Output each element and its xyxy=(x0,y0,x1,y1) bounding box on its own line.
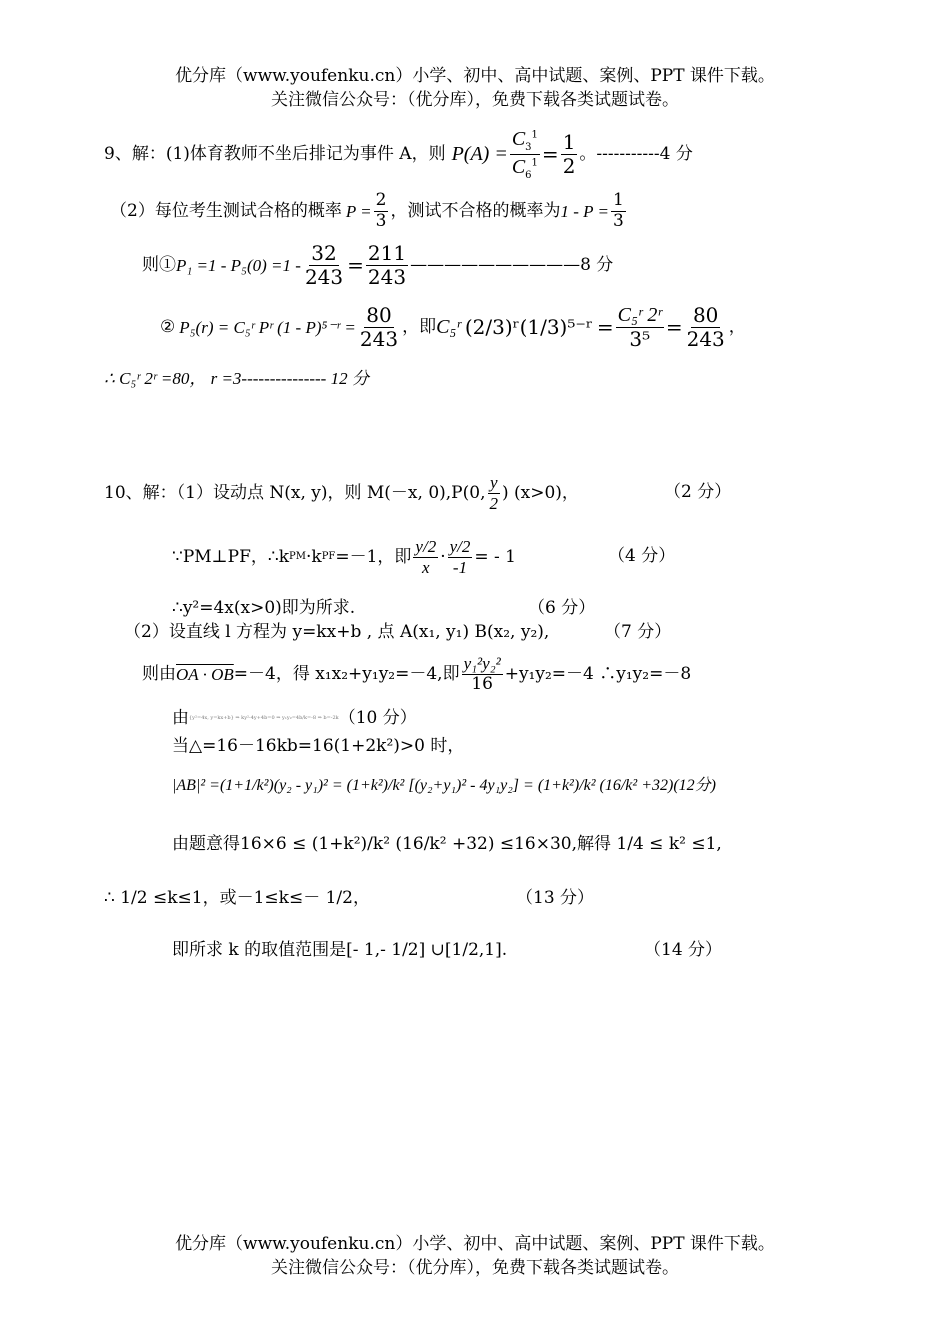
q10-l6-lead: 由 xyxy=(172,708,189,728)
q10-l2-pf: PF xyxy=(321,551,336,562)
header-line-1: 优分库（www.youfenku.cn）小学、初中、高中试题、案例、PPT 课件下载。 xyxy=(175,66,775,86)
q10-l2-pm: PM xyxy=(289,551,306,562)
q9-l2-p: P = xyxy=(345,201,372,221)
q10-l2-dot: ·k xyxy=(305,546,322,567)
q9-l3-eq: = xyxy=(347,253,364,277)
q9-l4-expr: P₅(r) = C₅ʳ Pʳ (1 - P)⁵⁻ʳ = xyxy=(179,317,356,337)
q9-line-1 xyxy=(104,128,693,180)
q10-l1-text: 10、解：（1）设动点 N(x, y)，则 M(－x, 0),P(0, xyxy=(104,482,486,503)
q10-line-10: ∴ 1/2 ≤k≤1，或－1≤k≤－ 1/2， xyxy=(104,888,370,908)
q9-l4-eq1: = xyxy=(596,315,614,339)
q10-l2-eq: = - 1 xyxy=(474,546,517,567)
q9-l4-mid: ，即 xyxy=(402,316,437,337)
q10-fraction-y-over-2: y 2 xyxy=(489,472,498,513)
q10-l6-score: （10 分） xyxy=(338,708,417,728)
q9-fraction-half: $\frac{1}{2}$ xyxy=(562,129,576,178)
q10-l3-score: （6 分） xyxy=(528,598,596,618)
q9-fraction-32-243: $\frac{32}{243}$ xyxy=(304,240,344,289)
q9-fraction-c52r-35: $\frac{\text{C₅ʳ 2ʳ}}{\text{3⁵}}$ xyxy=(617,303,662,351)
header-line-2: 关注微信公众号：（优分库），免费下载各类试题试卷。 xyxy=(271,90,679,110)
q10-line-5 xyxy=(142,650,691,698)
q10-line-8: |AB|² =(1+1/k²)(y₂ - y₁)² = (1+k²)/k² [(y₂+y₁)² - 4y₁y₂] = (1+k²)/k² (16/k² +32)(12分) xyxy=(172,777,716,794)
q9-l4-eq2: = xyxy=(665,315,683,339)
q9-fraction-one-third: $\frac{1}{3}$ xyxy=(612,189,624,231)
q10-l5-vectors: OA · OB xyxy=(176,664,234,684)
q10-fraction-slope-pf: $\frac{y/2}{-1}$ xyxy=(449,536,471,577)
q9-l3-lead: 则① xyxy=(142,254,176,275)
q9-l1-tail: 。-----------4 分 xyxy=(579,143,693,164)
q9-line-3 xyxy=(142,242,613,288)
q9-l3-tail: ——————————8 分 xyxy=(410,254,614,275)
q10-line-6 xyxy=(172,710,417,727)
q10-line-7: 当△=16－16kb=16(1+2k²)>0 时， xyxy=(172,736,465,756)
footer-line-1: 优分库（www.youfenku.cn）小学、初中、高中试题、案例、PPT 课件下载。 xyxy=(175,1234,775,1254)
q9-l1-pa: P(A) = xyxy=(451,143,508,165)
q10-fraction-y1y2-16: y₁²y₂² 16 xyxy=(463,653,501,694)
q9-line-2 xyxy=(110,188,628,234)
q9-l1-eq: = xyxy=(541,142,559,166)
q10-line-1 xyxy=(104,470,579,516)
q10-l2-score: （4 分） xyxy=(608,546,676,566)
q9-fraction-80-243-b: $\frac{80}{243}$ xyxy=(686,302,725,351)
q10-l2-tail: =－1，即 xyxy=(335,546,412,567)
q9-line-4 xyxy=(160,300,746,354)
q10-line-9: 由题意得16×6 ≤ (1+k²)/k² (16/k² +32) ≤16×30,解得 1/4 ≤ k² ≤1, xyxy=(172,834,722,854)
q10-l5-mid: =－4，得 x₁x₂+y₁y₂=－4,即 xyxy=(233,663,460,684)
q10-line-11: 即所求 k 的取值范围是[- 1,- 1/2] ∪[1/2,1]. xyxy=(172,940,508,960)
q10-l6-tiny-formula: {y²=4x, y=kx+b} ⇒ ky²-4y+4b=0 ⇒ y₁y₂=4b/k=-8 ⇒ b=-2k xyxy=(189,715,339,721)
q9-l4-powers: (2/3)ʳ(1/3)⁵⁻ʳ xyxy=(464,315,593,339)
q10-l5-tail: +y₁y₂=－4 ∴y₁y₂=－8 xyxy=(504,663,692,684)
q9-l3-expr: P₁ =1 - P₅(0) =1 - xyxy=(176,255,301,275)
q10-line-3: ∴y²=4x(x>0)即为所求. xyxy=(172,598,356,618)
q10-l1-tail: ) (x>0)， xyxy=(501,482,579,503)
q9-l2-lead: （2）每位考生测试合格的概率 xyxy=(110,200,342,221)
q9-fraction-two-thirds: $\frac{2}{3}$ xyxy=(375,189,387,231)
q9-l4-comma: ， xyxy=(728,316,746,337)
q10-l4-score: （7 分） xyxy=(604,622,672,642)
q10-l11-score: （14 分） xyxy=(644,940,723,960)
q9-fraction-c31-c61: $\frac{C_3^1}{C_6^1}$ xyxy=(511,128,538,181)
q10-l1-score: （2 分） xyxy=(664,482,732,502)
footer-line-2: 关注微信公众号：（优分库），免费下载各类试题试卷。 xyxy=(271,1258,679,1278)
q10-fraction-slope-pm: y/2 x xyxy=(415,536,437,577)
q10-l2-text: ∵PM⊥PF，∴k xyxy=(172,546,289,567)
q9-l2-mid: ，测试不合格的概率为 xyxy=(390,200,561,221)
q9-l2-q: 1 - P = xyxy=(560,201,609,221)
q9-fraction-211-243: $\frac{211}{243}$ xyxy=(367,240,407,289)
q9-line-5: ∴ C₅ʳ 2ʳ =80， r =3--------------- 12 分 xyxy=(104,369,369,388)
q10-l10-score: （13 分） xyxy=(516,888,595,908)
q9-fraction-80-243-a: $\frac{80}{243}$ xyxy=(359,302,399,351)
q9-l4-lead: ② xyxy=(160,316,176,337)
q9-l4-expr2: C₅ʳ xyxy=(436,316,461,338)
q10-line-4: （2）设直线 l 方程为 y=kx+b , 点 A(x₁, y₁) B(x₂, y₂), xyxy=(124,622,550,642)
q10-line-2: ∵PM⊥PF，∴k PM ·k PF =－1，即 y/2 x · $\frac{y/2}{-1}$ = - 1 xyxy=(172,536,517,577)
q10-l5-lead: 则由 xyxy=(142,663,176,684)
q9-l1-lead: 9、解：(1)体育教师不坐后排记为事件 A，则 xyxy=(104,143,446,164)
